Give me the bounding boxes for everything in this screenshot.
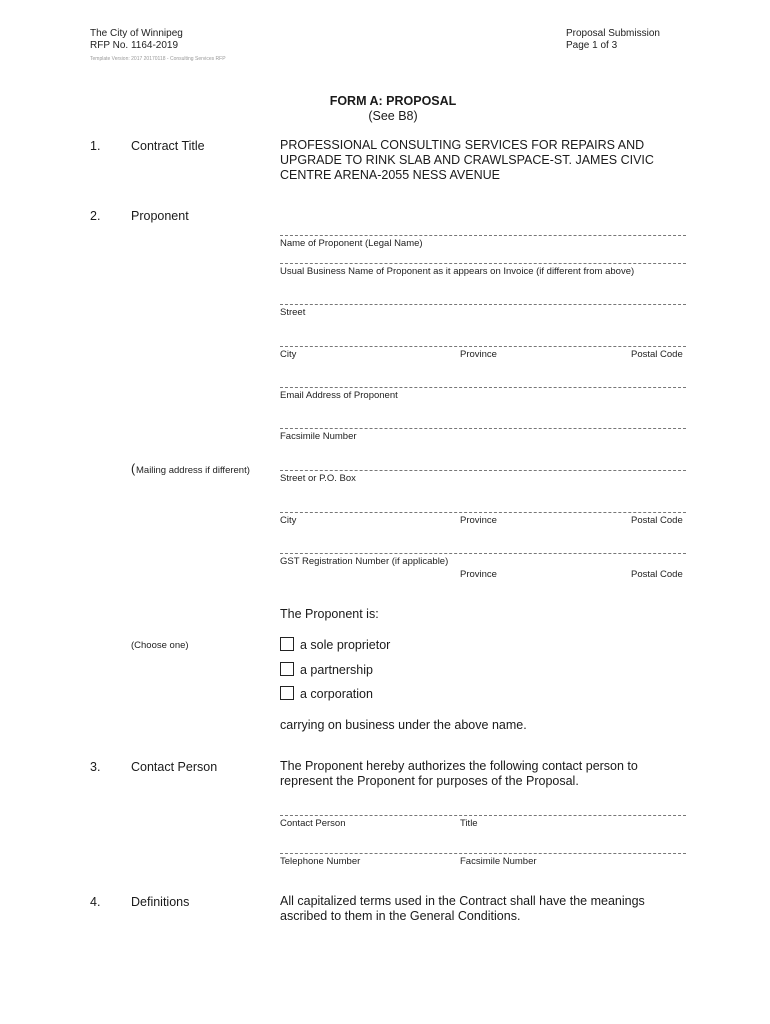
facsimile-line[interactable] [280, 428, 686, 429]
section-2-label: Proponent [131, 209, 189, 223]
contact-authorization-line-2: represent the Proponent for purposes of the Proposal. [280, 774, 579, 788]
contract-title-line-1: PROFESSIONAL CONSULTING SERVICES FOR REPAIRS AND [280, 138, 645, 152]
header-org: The City of Winnipeg [90, 28, 183, 39]
proponent-usual-name-line[interactable] [280, 263, 686, 264]
mailing-postal-code-label: Postal Code [631, 515, 683, 526]
section-4-label: Definitions [131, 895, 190, 909]
mailing-paren: ( [131, 462, 136, 476]
city-province-postal-line[interactable] [280, 346, 686, 347]
form-subtitle: (See B8) [368, 109, 418, 123]
proponent-legal-name-label: Name of Proponent (Legal Name) [280, 238, 423, 249]
mailing-province-label: Province [460, 515, 497, 526]
telephone-label: Telephone Number [280, 856, 361, 867]
sole-proprietor-label: a sole proprietor [300, 638, 391, 652]
section-4-number: 4. [90, 895, 101, 909]
mailing-address-label: Mailing address if different) [136, 465, 250, 476]
email-label: Email Address of Proponent [280, 390, 398, 401]
mailing-city-label: City [280, 515, 297, 526]
corporation-checkbox[interactable] [280, 686, 294, 700]
gst-postal-code-label: Postal Code [631, 569, 683, 580]
partnership-checkbox[interactable] [280, 662, 294, 676]
contact-authorization-line-1: The Proponent hereby authorizes the following contact person to [280, 759, 638, 773]
contract-title-line-2: UPGRADE TO RINK SLAB AND CRAWLSPACE-ST. JAMES CIVIC [280, 153, 654, 167]
contact-title-label: Title [460, 818, 478, 829]
province-label: Province [460, 349, 497, 360]
sole-proprietor-checkbox[interactable] [280, 637, 294, 651]
street-label: Street [280, 307, 306, 318]
section-1-label: Contract Title [131, 139, 205, 153]
contact-facsimile-label: Facsimile Number [460, 856, 537, 867]
section-3-label: Contact Person [131, 760, 218, 774]
proponent-legal-name-line[interactable] [280, 235, 686, 236]
definitions-line-2: ascribed to them in the General Conditions. [280, 909, 521, 923]
contract-title-line-3: CENTRE ARENA-2055 NESS AVENUE [280, 168, 500, 182]
template-version: Template Version: 2017 20170118 - Consulting Services RFP [90, 56, 226, 62]
header-page-number: Page 1 of 3 [566, 40, 618, 51]
header-submission: Proposal Submission [566, 28, 660, 39]
telephone-line[interactable] [280, 853, 686, 854]
facsimile-label: Facsimile Number [280, 431, 357, 442]
carrying-on-business-text: carrying on business under the above name. [280, 718, 527, 732]
mailing-city-line[interactable] [280, 512, 686, 513]
city-label: City [280, 349, 297, 360]
proponent-usual-name-label: Usual Business Name of Proponent as it appears on Invoice (if different from above) [280, 266, 635, 277]
header-rfp-number: RFP No. 1164-2019 [90, 40, 179, 51]
email-line[interactable] [280, 387, 686, 388]
contact-person-line[interactable] [280, 815, 686, 816]
street-line[interactable] [280, 304, 686, 305]
gst-label: GST Registration Number (if applicable) [280, 556, 449, 567]
section-1-number: 1. [90, 139, 101, 153]
proponent-is-label: The Proponent is: [280, 607, 379, 621]
corporation-label: a corporation [300, 687, 373, 701]
gst-province-label: Province [460, 569, 497, 580]
po-box-label: Street or P.O. Box [280, 473, 356, 484]
form-title: FORM A: PROPOSAL [329, 94, 457, 108]
contact-person-label: Contact Person [280, 818, 346, 829]
section-3-number: 3. [90, 760, 101, 774]
gst-line[interactable] [280, 553, 686, 554]
partnership-label: a partnership [300, 663, 373, 677]
po-box-line[interactable] [280, 470, 686, 471]
definitions-line-1: All capitalized terms used in the Contract shall have the meanings [280, 894, 645, 908]
choose-one-label: (Choose one) [131, 640, 189, 651]
section-2-number: 2. [90, 209, 101, 223]
postal-code-label: Postal Code [631, 349, 683, 360]
